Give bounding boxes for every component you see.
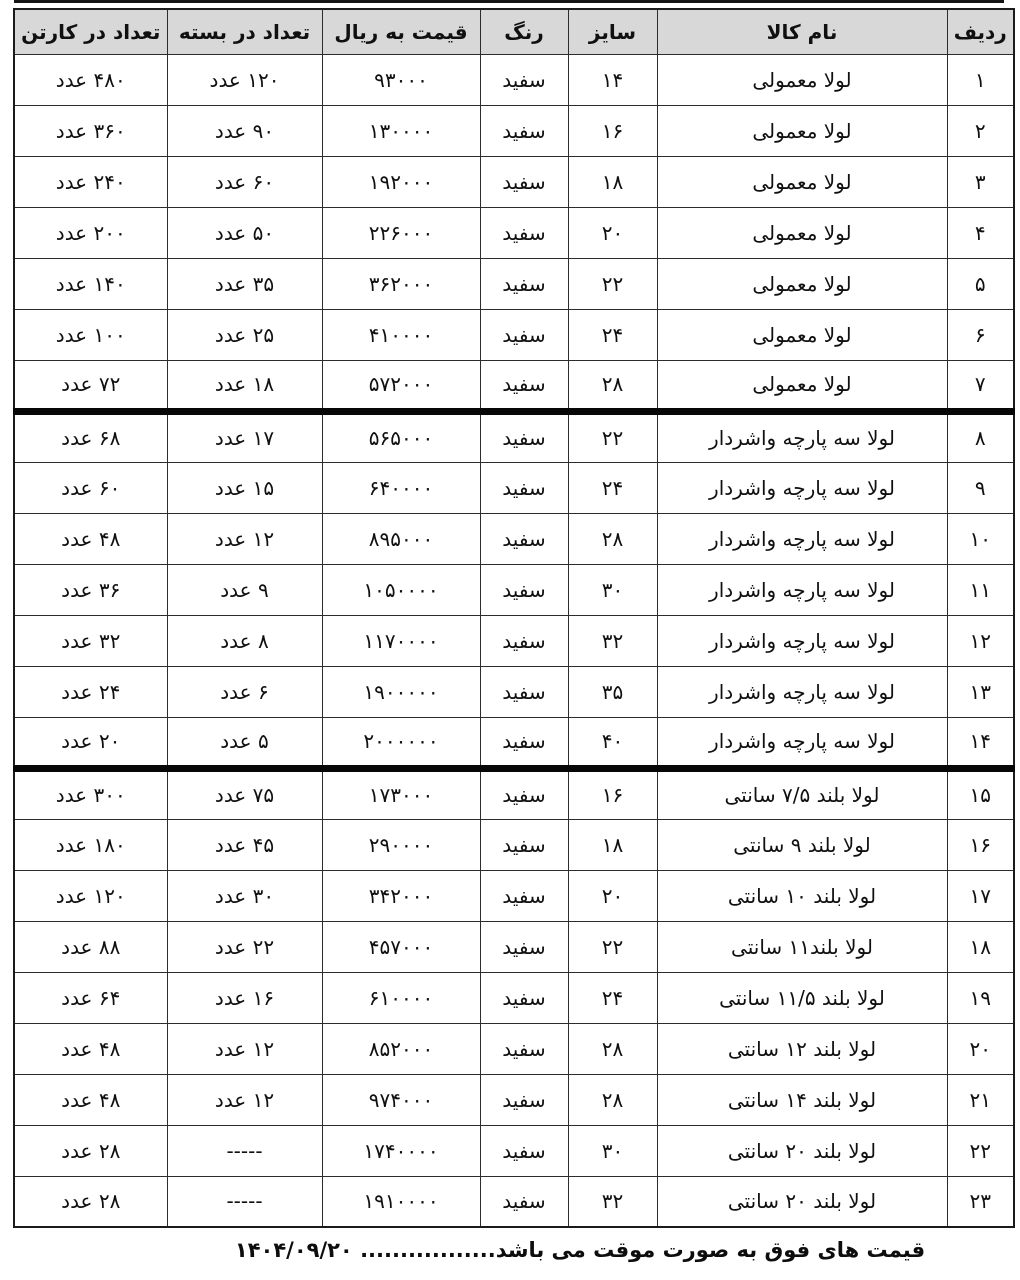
cell-per-carton: ۲۴ عدد xyxy=(14,666,167,717)
cell-price: ۸۹۵۰۰۰ xyxy=(322,513,480,564)
header-price-rial: قیمت به ریال xyxy=(322,9,480,54)
table-row xyxy=(14,972,1014,1023)
cell-size: ۲۴ xyxy=(568,309,657,360)
cell-per-carton: ۴۸ عدد xyxy=(14,1074,167,1125)
cell-size: ۳۰ xyxy=(568,1125,657,1176)
cell-product-name: لولا بلند ۱۲ سانتی xyxy=(657,1023,947,1074)
cell-row-number: ۱۴ xyxy=(947,717,1014,768)
cell-price: ۶۱۰۰۰۰ xyxy=(322,972,480,1023)
cell-color: سفید xyxy=(480,615,568,666)
cell-per-carton: ۱۲۰ عدد xyxy=(14,870,167,921)
footer-note xyxy=(80,1238,1020,1262)
cell-size: ۲۸ xyxy=(568,1023,657,1074)
cell-size: ۲۸ xyxy=(568,513,657,564)
table-row xyxy=(14,615,1014,666)
cell-row-number: ۶ xyxy=(947,309,1014,360)
cell-price: ۲۹۰۰۰۰ xyxy=(322,819,480,870)
cell-price: ۱۹۲۰۰۰ xyxy=(322,156,480,207)
cell-per-carton: ۲۴۰ عدد xyxy=(14,156,167,207)
cell-row-number: ۴ xyxy=(947,207,1014,258)
table-row xyxy=(14,564,1014,615)
table-row xyxy=(14,1125,1014,1176)
cell-price: ۱۳۰۰۰۰ xyxy=(322,105,480,156)
cell-per-pack: ۱۲ عدد xyxy=(167,1074,322,1125)
table-row xyxy=(14,513,1014,564)
cell-color: سفید xyxy=(480,462,568,513)
cell-price: ۵۶۵۰۰۰ xyxy=(322,411,480,462)
cell-per-carton: ۳۰۰ عدد xyxy=(14,768,167,819)
cell-per-pack: ۱۲ عدد xyxy=(167,513,322,564)
cell-price: ۱۷۳۰۰۰ xyxy=(322,768,480,819)
cell-price: ۱۰۵۰۰۰۰ xyxy=(322,564,480,615)
cell-size: ۱۸ xyxy=(568,156,657,207)
cell-size: ۲۲ xyxy=(568,258,657,309)
cell-per-carton: ۱۰۰ عدد xyxy=(14,309,167,360)
cell-color: سفید xyxy=(480,309,568,360)
cell-per-pack: ۱۵ عدد xyxy=(167,462,322,513)
cell-row-number: ۱ xyxy=(947,54,1014,105)
cell-size: ۱۸ xyxy=(568,819,657,870)
cell-size: ۲۴ xyxy=(568,462,657,513)
cell-row-number: ۷ xyxy=(947,360,1014,411)
table-row xyxy=(14,666,1014,717)
cell-row-number: ۲ xyxy=(947,105,1014,156)
cell-per-carton: ۶۴ عدد xyxy=(14,972,167,1023)
cell-row-number: ۱۵ xyxy=(947,768,1014,819)
cell-color: سفید xyxy=(480,870,568,921)
cell-product-name: لولا بلند ۱۴ سانتی xyxy=(657,1074,947,1125)
cell-size: ۳۲ xyxy=(568,615,657,666)
table-row xyxy=(14,717,1014,768)
cell-per-pack: ۲۵ عدد xyxy=(167,309,322,360)
table-row xyxy=(14,309,1014,360)
cell-per-pack: ۱۲۰ عدد xyxy=(167,54,322,105)
cell-price: ۶۴۰۰۰۰ xyxy=(322,462,480,513)
cell-color: سفید xyxy=(480,1176,568,1227)
cell-row-number: ۱۶ xyxy=(947,819,1014,870)
cell-price: ۹۷۴۰۰۰ xyxy=(322,1074,480,1125)
cell-per-carton: ۴۸۰ عدد xyxy=(14,54,167,105)
cell-per-pack: ۸ عدد xyxy=(167,615,322,666)
cell-per-carton: ۱۸۰ عدد xyxy=(14,819,167,870)
cell-color: سفید xyxy=(480,156,568,207)
header-size: سایز xyxy=(568,9,657,54)
cell-size: ۲۰ xyxy=(568,870,657,921)
footer-note-text: قیمت های فوق به صورت موقت می باشد................. ۱۴۰۴/۰۹/۲۰ xyxy=(234,1238,926,1262)
cell-product-name: لولا بلند۱۱ سانتی xyxy=(657,921,947,972)
cell-size: ۱۴ xyxy=(568,54,657,105)
price-table-header xyxy=(14,9,1014,54)
cell-per-pack: ۱۸ عدد xyxy=(167,360,322,411)
cell-price: ۱۹۱۰۰۰۰ xyxy=(322,1176,480,1227)
cell-per-carton: ۲۰ عدد xyxy=(14,717,167,768)
cell-price: ۲۲۶۰۰۰ xyxy=(322,207,480,258)
cell-color: سفید xyxy=(480,258,568,309)
cell-row-number: ۳ xyxy=(947,156,1014,207)
cell-product-name: لولا سه پارچه واشردار xyxy=(657,615,947,666)
cell-product-name: لولا بلند ۱۱/۵ سانتی xyxy=(657,972,947,1023)
table-row xyxy=(14,768,1014,819)
cell-product-name: لولا سه پارچه واشردار xyxy=(657,513,947,564)
cell-price: ۱۷۴۰۰۰۰ xyxy=(322,1125,480,1176)
cell-color: سفید xyxy=(480,411,568,462)
cell-color: سفید xyxy=(480,1023,568,1074)
table-row xyxy=(14,258,1014,309)
cell-product-name: لولا سه پارچه واشردار xyxy=(657,411,947,462)
header-per-pack: تعداد در بسته xyxy=(167,9,322,54)
cell-size: ۱۶ xyxy=(568,768,657,819)
cell-color: سفید xyxy=(480,717,568,768)
cell-row-number: ۲۳ xyxy=(947,1176,1014,1227)
table-row xyxy=(14,1023,1014,1074)
cell-price: ۱۱۷۰۰۰۰ xyxy=(322,615,480,666)
table-row xyxy=(14,921,1014,972)
cell-product-name: لولا معمولی xyxy=(657,105,947,156)
table-row xyxy=(14,462,1014,513)
cell-per-pack: ۴۵ عدد xyxy=(167,819,322,870)
cell-per-carton: ۶۰ عدد xyxy=(14,462,167,513)
cell-product-name: لولا بلند ۱۰ سانتی xyxy=(657,870,947,921)
cell-price: ۳۶۲۰۰۰ xyxy=(322,258,480,309)
cell-product-name: لولا معمولی xyxy=(657,207,947,258)
cell-size: ۳۲ xyxy=(568,1176,657,1227)
cell-price: ۴۵۷۰۰۰ xyxy=(322,921,480,972)
cell-row-number: ۱۱ xyxy=(947,564,1014,615)
cell-row-number: ۱۹ xyxy=(947,972,1014,1023)
header-product-name: نام کالا xyxy=(657,9,947,54)
cell-color: سفید xyxy=(480,360,568,411)
table-row xyxy=(14,870,1014,921)
cell-color: سفید xyxy=(480,768,568,819)
cell-per-carton: ۲۰۰ عدد xyxy=(14,207,167,258)
header-row xyxy=(14,9,1014,54)
cell-per-carton: ۸۸ عدد xyxy=(14,921,167,972)
cell-product-name: لولا معمولی xyxy=(657,258,947,309)
cell-price: ۳۴۲۰۰۰ xyxy=(322,870,480,921)
table-row xyxy=(14,156,1014,207)
cell-row-number: ۲۱ xyxy=(947,1074,1014,1125)
cell-per-carton: ۱۴۰ عدد xyxy=(14,258,167,309)
cell-product-name: لولا بلند ۷/۵ سانتی xyxy=(657,768,947,819)
cell-price: ۴۱۰۰۰۰ xyxy=(322,309,480,360)
cell-per-carton: ۲۸ عدد xyxy=(14,1176,167,1227)
cell-per-pack: ۲۲ عدد xyxy=(167,921,322,972)
cell-size: ۲۲ xyxy=(568,411,657,462)
cell-size: ۲۸ xyxy=(568,1074,657,1125)
cell-row-number: ۱۰ xyxy=(947,513,1014,564)
cell-size: ۴۰ xyxy=(568,717,657,768)
cell-row-number: ۱۷ xyxy=(947,870,1014,921)
cell-per-pack: ۵ عدد xyxy=(167,717,322,768)
cell-per-carton: ۶۸ عدد xyxy=(14,411,167,462)
cell-row-number: ۸ xyxy=(947,411,1014,462)
cell-size: ۲۲ xyxy=(568,921,657,972)
cell-per-carton: ۷۲ عدد xyxy=(14,360,167,411)
cell-price: ۸۵۲۰۰۰ xyxy=(322,1023,480,1074)
table-row xyxy=(14,105,1014,156)
cell-per-pack: ----- xyxy=(167,1125,322,1176)
cell-row-number: ۱۲ xyxy=(947,615,1014,666)
cell-product-name: لولا سه پارچه واشردار xyxy=(657,666,947,717)
cell-per-pack: ----- xyxy=(167,1176,322,1227)
cell-color: سفید xyxy=(480,921,568,972)
cell-size: ۲۰ xyxy=(568,207,657,258)
cell-color: سفید xyxy=(480,819,568,870)
cell-size: ۳۰ xyxy=(568,564,657,615)
cell-per-pack: ۶ عدد xyxy=(167,666,322,717)
cell-size: ۱۶ xyxy=(568,105,657,156)
cell-per-pack: ۱۲ عدد xyxy=(167,1023,322,1074)
cell-row-number: ۱۸ xyxy=(947,921,1014,972)
cell-color: سفید xyxy=(480,1074,568,1125)
cell-row-number: ۵ xyxy=(947,258,1014,309)
cell-color: سفید xyxy=(480,564,568,615)
cell-per-carton: ۳۶۰ عدد xyxy=(14,105,167,156)
cell-color: سفید xyxy=(480,1125,568,1176)
cell-per-carton: ۴۸ عدد xyxy=(14,1023,167,1074)
cell-per-pack: ۷۵ عدد xyxy=(167,768,322,819)
cell-row-number: ۲۰ xyxy=(947,1023,1014,1074)
cell-per-carton: ۲۸ عدد xyxy=(14,1125,167,1176)
price-table-body xyxy=(14,54,1014,1227)
cell-per-pack: ۹۰ عدد xyxy=(167,105,322,156)
cell-per-carton: ۳۶ عدد xyxy=(14,564,167,615)
cell-per-pack: ۱۷ عدد xyxy=(167,411,322,462)
cell-row-number: ۱۳ xyxy=(947,666,1014,717)
cell-color: سفید xyxy=(480,513,568,564)
cell-color: سفید xyxy=(480,54,568,105)
cell-product-name: لولا سه پارچه واشردار xyxy=(657,462,947,513)
cell-per-pack: ۵۰ عدد xyxy=(167,207,322,258)
cell-color: سفید xyxy=(480,972,568,1023)
cell-product-name: لولا معمولی xyxy=(657,54,947,105)
cell-color: سفید xyxy=(480,105,568,156)
cell-row-number: ۲۲ xyxy=(947,1125,1014,1176)
cell-price: ۵۷۲۰۰۰ xyxy=(322,360,480,411)
cell-price: ۹۳۰۰۰ xyxy=(322,54,480,105)
cell-size: ۲۸ xyxy=(568,360,657,411)
cell-color: سفید xyxy=(480,666,568,717)
cell-per-pack: ۱۶ عدد xyxy=(167,972,322,1023)
cell-per-pack: ۹ عدد xyxy=(167,564,322,615)
cell-color: سفید xyxy=(480,207,568,258)
cell-per-pack: ۳۰ عدد xyxy=(167,870,322,921)
cell-product-name: لولا معمولی xyxy=(657,156,947,207)
header-color: رنگ xyxy=(480,9,568,54)
cell-per-pack: ۶۰ عدد xyxy=(167,156,322,207)
cell-per-pack: ۳۵ عدد xyxy=(167,258,322,309)
cell-size: ۲۴ xyxy=(568,972,657,1023)
cell-product-name: لولا معمولی xyxy=(657,309,947,360)
cell-product-name: لولا معمولی xyxy=(657,360,947,411)
cell-price: ۱۹۰۰۰۰۰ xyxy=(322,666,480,717)
cell-per-carton: ۳۲ عدد xyxy=(14,615,167,666)
cell-price: ۲۰۰۰۰۰۰ xyxy=(322,717,480,768)
cell-product-name: لولا سه پارچه واشردار xyxy=(657,564,947,615)
cell-product-name: لولا بلند ۲۰ سانتی xyxy=(657,1125,947,1176)
cell-product-name: لولا سه پارچه واشردار xyxy=(657,717,947,768)
cell-product-name: لولا بلند ۹ سانتی xyxy=(657,819,947,870)
cell-size: ۳۵ xyxy=(568,666,657,717)
header-per-carton: تعداد در کارتن xyxy=(14,9,167,54)
table-row xyxy=(14,1074,1014,1125)
table-row xyxy=(14,819,1014,870)
table-row xyxy=(14,1176,1014,1227)
page-top-edge xyxy=(14,0,1004,3)
table-row xyxy=(14,207,1014,258)
table-row xyxy=(14,411,1014,462)
price-table xyxy=(13,8,1015,1228)
header-row-number: ردیف xyxy=(947,9,1014,54)
table-row xyxy=(14,54,1014,105)
cell-per-carton: ۴۸ عدد xyxy=(14,513,167,564)
cell-product-name: لولا بلند ۲۰ سانتی xyxy=(657,1176,947,1227)
cell-row-number: ۹ xyxy=(947,462,1014,513)
table-row xyxy=(14,360,1014,411)
